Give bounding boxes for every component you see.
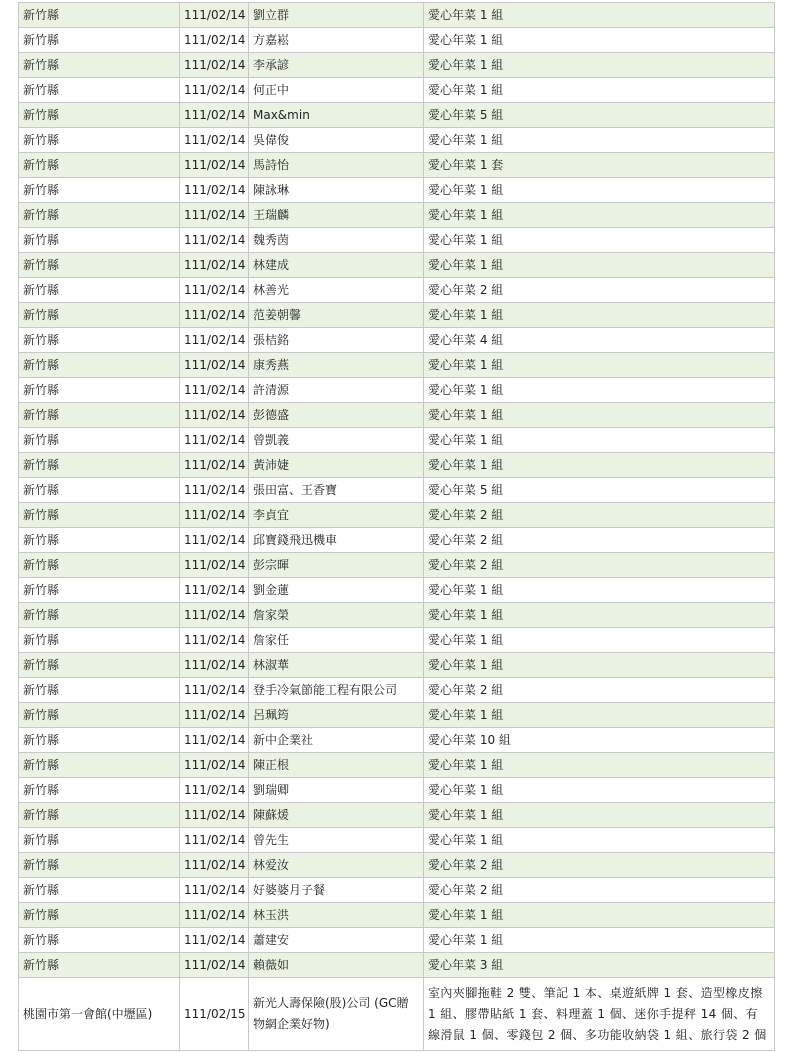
donor-cell: 邱寶錢飛迅機車 — [249, 528, 424, 553]
table-row — [19, 428, 775, 453]
item-cell: 愛心年菜 1 組 — [424, 28, 775, 53]
date-cell: 111/02/14 — [180, 628, 249, 653]
donor-cell: 詹家任 — [249, 628, 424, 653]
county-cell: 新竹縣 — [19, 553, 180, 578]
item-cell: 愛心年菜 1 組 — [424, 453, 775, 478]
table-row — [19, 978, 775, 1051]
table-row — [19, 903, 775, 928]
county-cell: 新竹縣 — [19, 778, 180, 803]
county-cell: 新竹縣 — [19, 703, 180, 728]
donor-cell: 呂珮筠 — [249, 703, 424, 728]
date-cell: 111/02/15 — [180, 978, 249, 1051]
item-cell: 愛心年菜 1 組 — [424, 703, 775, 728]
item-cell: 愛心年菜 1 組 — [424, 178, 775, 203]
county-cell: 新竹縣 — [19, 653, 180, 678]
donor-cell: 蕭建安 — [249, 928, 424, 953]
donor-cell: 方嘉崧 — [249, 28, 424, 53]
table-row — [19, 503, 775, 528]
donor-cell: 陳詠琳 — [249, 178, 424, 203]
donor-cell: 新中企業社 — [249, 728, 424, 753]
table-row — [19, 753, 775, 778]
county-cell: 新竹縣 — [19, 603, 180, 628]
table-row — [19, 228, 775, 253]
donor-cell: 劉立群 — [249, 3, 424, 28]
table-row — [19, 378, 775, 403]
item-cell: 愛心年菜 1 組 — [424, 578, 775, 603]
date-cell: 111/02/14 — [180, 378, 249, 403]
county-cell: 新竹縣 — [19, 853, 180, 878]
table-row — [19, 453, 775, 478]
date-cell: 111/02/14 — [180, 78, 249, 103]
item-cell: 愛心年菜 2 組 — [424, 853, 775, 878]
item-cell: 愛心年菜 2 組 — [424, 503, 775, 528]
donor-cell: 新光人壽保險(股)公司 (GC贈物網企業好物) — [249, 978, 424, 1051]
donor-cell: 彭德盛 — [249, 403, 424, 428]
table-row — [19, 578, 775, 603]
county-cell: 新竹縣 — [19, 503, 180, 528]
county-cell: 新竹縣 — [19, 878, 180, 903]
item-cell: 愛心年菜 3 組 — [424, 953, 775, 978]
donor-cell: 林建成 — [249, 253, 424, 278]
date-cell: 111/02/14 — [180, 228, 249, 253]
item-cell: 愛心年菜 1 組 — [424, 378, 775, 403]
date-cell: 111/02/14 — [180, 528, 249, 553]
county-cell: 新竹縣 — [19, 478, 180, 503]
county-cell: 新竹縣 — [19, 953, 180, 978]
table-row — [19, 853, 775, 878]
county-cell: 新竹縣 — [19, 78, 180, 103]
donor-cell: 詹家榮 — [249, 603, 424, 628]
item-cell: 愛心年菜 1 組 — [424, 903, 775, 928]
date-cell: 111/02/14 — [180, 728, 249, 753]
item-cell: 愛心年菜 2 組 — [424, 678, 775, 703]
date-cell: 111/02/14 — [180, 453, 249, 478]
county-cell: 新竹縣 — [19, 228, 180, 253]
date-cell: 111/02/14 — [180, 953, 249, 978]
donor-cell: 陳蘇煖 — [249, 803, 424, 828]
county-cell: 桃園市第一會館(中壢區) — [19, 978, 180, 1051]
county-cell: 新竹縣 — [19, 628, 180, 653]
county-cell: 新竹縣 — [19, 253, 180, 278]
date-cell: 111/02/14 — [180, 403, 249, 428]
county-cell: 新竹縣 — [19, 128, 180, 153]
item-cell: 愛心年菜 1 組 — [424, 603, 775, 628]
table-row — [19, 628, 775, 653]
county-cell: 新竹縣 — [19, 903, 180, 928]
table-row — [19, 878, 775, 903]
item-cell: 愛心年菜 5 組 — [424, 478, 775, 503]
county-cell: 新竹縣 — [19, 578, 180, 603]
donor-cell: 張桔銘 — [249, 328, 424, 353]
date-cell: 111/02/14 — [180, 203, 249, 228]
item-cell: 愛心年菜 2 組 — [424, 528, 775, 553]
item-cell: 愛心年菜 1 組 — [424, 128, 775, 153]
donation-table — [18, 2, 775, 1051]
date-cell: 111/02/14 — [180, 53, 249, 78]
donor-cell: 康秀燕 — [249, 353, 424, 378]
item-cell: 愛心年菜 1 套 — [424, 153, 775, 178]
date-cell: 111/02/14 — [180, 103, 249, 128]
date-cell: 111/02/14 — [180, 553, 249, 578]
donor-cell: 賴薇如 — [249, 953, 424, 978]
county-cell: 新竹縣 — [19, 328, 180, 353]
item-cell: 愛心年菜 1 組 — [424, 803, 775, 828]
county-cell: 新竹縣 — [19, 203, 180, 228]
county-cell: 新竹縣 — [19, 403, 180, 428]
date-cell: 111/02/14 — [180, 28, 249, 53]
item-cell: 愛心年菜 1 組 — [424, 428, 775, 453]
table-row — [19, 653, 775, 678]
date-cell: 111/02/14 — [180, 778, 249, 803]
item-cell: 愛心年菜 1 組 — [424, 828, 775, 853]
donor-cell: 林淑華 — [249, 653, 424, 678]
table-row — [19, 178, 775, 203]
table-row — [19, 303, 775, 328]
county-cell: 新竹縣 — [19, 303, 180, 328]
table-row — [19, 928, 775, 953]
item-cell: 愛心年菜 1 組 — [424, 253, 775, 278]
table-row — [19, 603, 775, 628]
item-cell: 室內夾腳拖鞋 2 雙、筆記 1 本、桌遊紙牌 1 套、造型橡皮擦 1 組、膠帶貼紙 1 套、料理蓋 1 個、迷你手提秤 14 個、有線滑鼠 1 個、零錢包 2 個、多功能收納袋 1 組、旅行袋 2 個 — [424, 978, 775, 1051]
donor-cell: 曾凱義 — [249, 428, 424, 453]
county-cell: 新竹縣 — [19, 928, 180, 953]
date-cell: 111/02/14 — [180, 578, 249, 603]
county-cell: 新竹縣 — [19, 528, 180, 553]
table-row — [19, 28, 775, 53]
item-cell: 愛心年菜 1 組 — [424, 753, 775, 778]
donor-cell: 何正中 — [249, 78, 424, 103]
date-cell: 111/02/14 — [180, 853, 249, 878]
item-cell: 愛心年菜 1 組 — [424, 628, 775, 653]
date-cell: 111/02/14 — [180, 328, 249, 353]
donor-cell: 好婆婆月子餐 — [249, 878, 424, 903]
county-cell: 新竹縣 — [19, 28, 180, 53]
date-cell: 111/02/14 — [180, 3, 249, 28]
item-cell: 愛心年菜 2 組 — [424, 278, 775, 303]
date-cell: 111/02/14 — [180, 253, 249, 278]
donor-cell: 林爱汝 — [249, 853, 424, 878]
county-cell: 新竹縣 — [19, 728, 180, 753]
date-cell: 111/02/14 — [180, 128, 249, 153]
table-row — [19, 128, 775, 153]
donor-cell: Max&min — [249, 103, 424, 128]
date-cell: 111/02/14 — [180, 678, 249, 703]
table-row — [19, 353, 775, 378]
county-cell: 新竹縣 — [19, 428, 180, 453]
table-row — [19, 278, 775, 303]
item-cell: 愛心年菜 1 組 — [424, 228, 775, 253]
county-cell: 新竹縣 — [19, 678, 180, 703]
table-row — [19, 553, 775, 578]
table-row — [19, 528, 775, 553]
date-cell: 111/02/14 — [180, 928, 249, 953]
table-row — [19, 728, 775, 753]
item-cell: 愛心年菜 1 組 — [424, 353, 775, 378]
item-cell: 愛心年菜 1 組 — [424, 653, 775, 678]
table-row — [19, 478, 775, 503]
donor-cell: 曾先生 — [249, 828, 424, 853]
county-cell: 新竹縣 — [19, 803, 180, 828]
donor-cell: 劉瑞卿 — [249, 778, 424, 803]
date-cell: 111/02/14 — [180, 603, 249, 628]
item-cell: 愛心年菜 10 組 — [424, 728, 775, 753]
donor-cell: 張田富、王香寶 — [249, 478, 424, 503]
item-cell: 愛心年菜 2 組 — [424, 878, 775, 903]
date-cell: 111/02/14 — [180, 828, 249, 853]
date-cell: 111/02/14 — [180, 703, 249, 728]
date-cell: 111/02/14 — [180, 278, 249, 303]
date-cell: 111/02/14 — [180, 803, 249, 828]
item-cell: 愛心年菜 5 組 — [424, 103, 775, 128]
donor-cell: 黃沛婕 — [249, 453, 424, 478]
county-cell: 新竹縣 — [19, 3, 180, 28]
table-row — [19, 103, 775, 128]
county-cell: 新竹縣 — [19, 353, 180, 378]
table-row — [19, 803, 775, 828]
county-cell: 新竹縣 — [19, 453, 180, 478]
item-cell: 愛心年菜 1 組 — [424, 78, 775, 103]
item-cell: 愛心年菜 1 組 — [424, 928, 775, 953]
item-cell: 愛心年菜 4 組 — [424, 328, 775, 353]
date-cell: 111/02/14 — [180, 903, 249, 928]
table-row — [19, 253, 775, 278]
item-cell: 愛心年菜 1 組 — [424, 203, 775, 228]
donor-cell: 登手冷氣節能工程有限公司 — [249, 678, 424, 703]
donor-cell: 李貞宜 — [249, 503, 424, 528]
donor-cell: 魏秀茵 — [249, 228, 424, 253]
item-cell: 愛心年菜 1 組 — [424, 53, 775, 78]
table-row — [19, 703, 775, 728]
donor-cell: 劉金蓮 — [249, 578, 424, 603]
donor-cell: 彭宗暉 — [249, 553, 424, 578]
date-cell: 111/02/14 — [180, 303, 249, 328]
table-row — [19, 953, 775, 978]
county-cell: 新竹縣 — [19, 178, 180, 203]
county-cell: 新竹縣 — [19, 753, 180, 778]
donor-cell: 馬詩怡 — [249, 153, 424, 178]
date-cell: 111/02/14 — [180, 503, 249, 528]
date-cell: 111/02/14 — [180, 178, 249, 203]
county-cell: 新竹縣 — [19, 53, 180, 78]
date-cell: 111/02/14 — [180, 878, 249, 903]
table-row — [19, 678, 775, 703]
donor-cell: 林善光 — [249, 278, 424, 303]
donor-cell: 王瑞麟 — [249, 203, 424, 228]
donor-cell: 吳偉俊 — [249, 128, 424, 153]
item-cell: 愛心年菜 1 組 — [424, 403, 775, 428]
donor-cell: 許清源 — [249, 378, 424, 403]
donor-cell: 范姜朝馨 — [249, 303, 424, 328]
table-row — [19, 53, 775, 78]
county-cell: 新竹縣 — [19, 278, 180, 303]
table-row — [19, 328, 775, 353]
table-row — [19, 78, 775, 103]
table-row — [19, 778, 775, 803]
date-cell: 111/02/14 — [180, 353, 249, 378]
item-cell: 愛心年菜 1 組 — [424, 303, 775, 328]
date-cell: 111/02/14 — [180, 428, 249, 453]
item-cell: 愛心年菜 1 組 — [424, 778, 775, 803]
donor-cell: 李承諺 — [249, 53, 424, 78]
table-row — [19, 3, 775, 28]
donor-cell: 林玉洪 — [249, 903, 424, 928]
county-cell: 新竹縣 — [19, 103, 180, 128]
county-cell: 新竹縣 — [19, 153, 180, 178]
date-cell: 111/02/14 — [180, 653, 249, 678]
item-cell: 愛心年菜 2 組 — [424, 553, 775, 578]
county-cell: 新竹縣 — [19, 378, 180, 403]
date-cell: 111/02/14 — [180, 478, 249, 503]
table-row — [19, 828, 775, 853]
table-row — [19, 403, 775, 428]
table-row — [19, 203, 775, 228]
date-cell: 111/02/14 — [180, 753, 249, 778]
donation-table-body — [19, 3, 775, 1051]
table-row — [19, 153, 775, 178]
county-cell: 新竹縣 — [19, 828, 180, 853]
item-cell: 愛心年菜 1 組 — [424, 3, 775, 28]
donor-cell: 陳正根 — [249, 753, 424, 778]
date-cell: 111/02/14 — [180, 153, 249, 178]
